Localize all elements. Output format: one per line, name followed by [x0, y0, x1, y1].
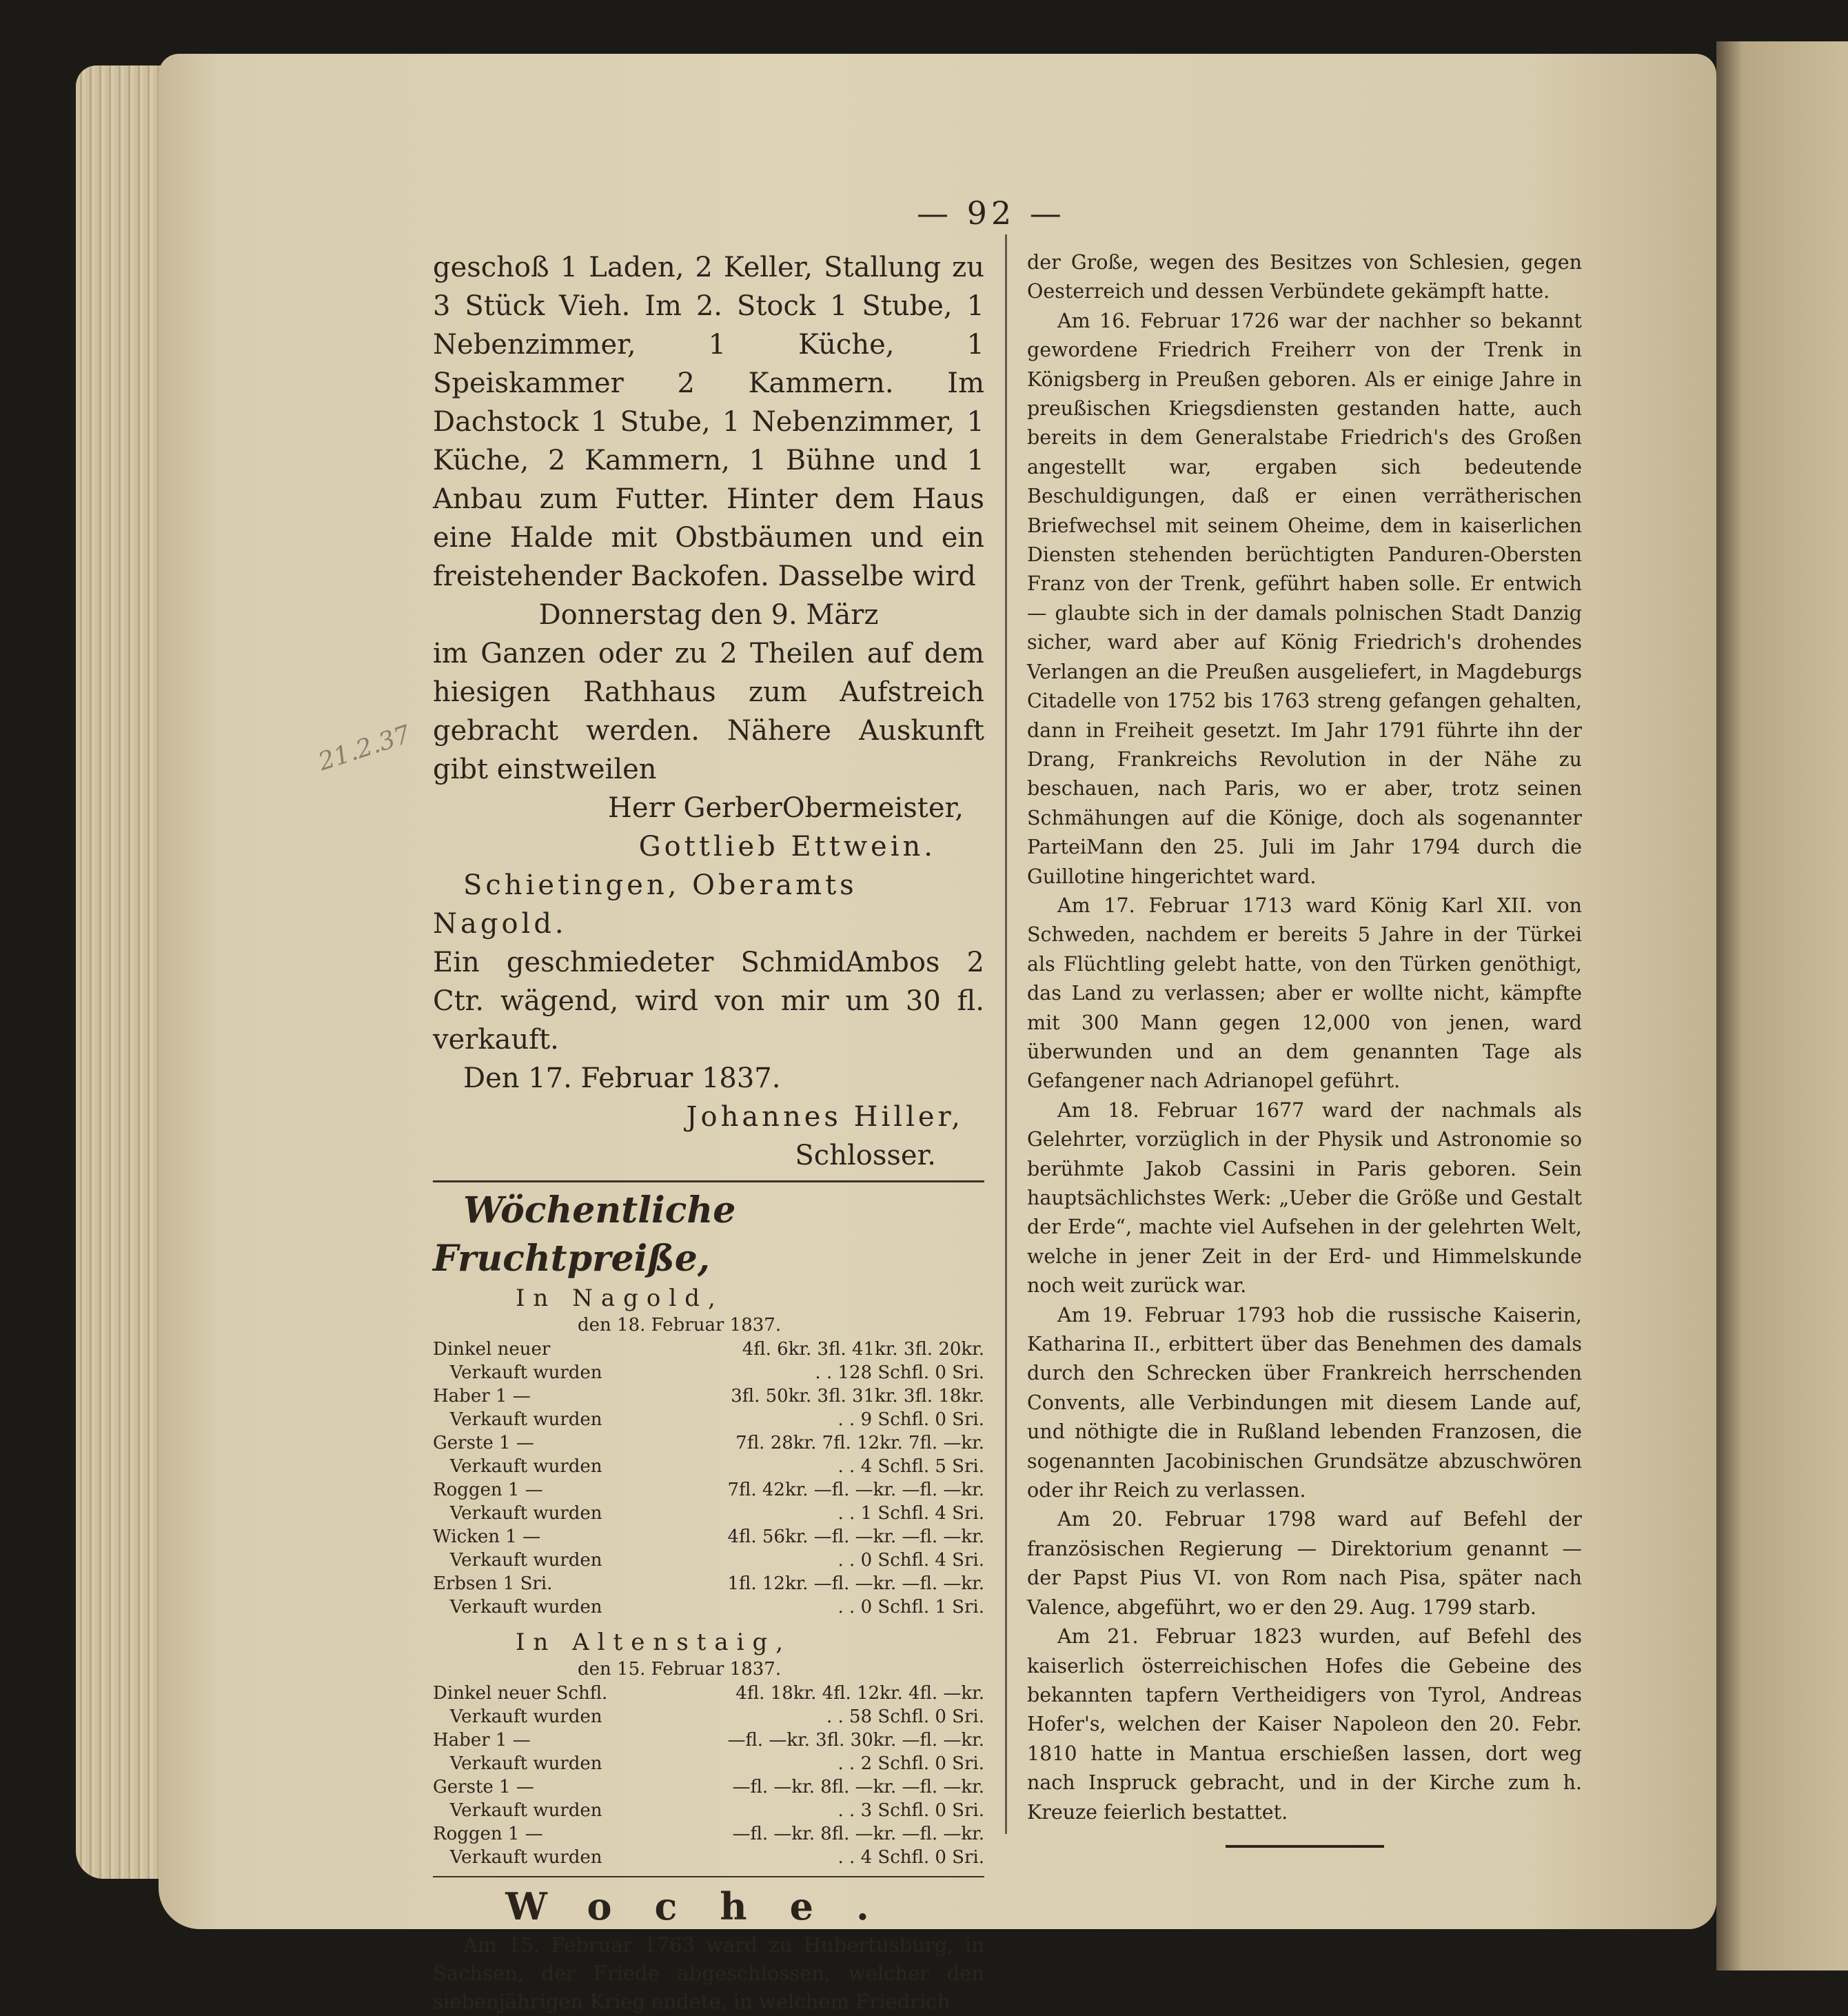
- advert-house-date: Donnerstag den 9. März: [538, 599, 879, 631]
- price-row: [433, 1752, 984, 1775]
- history-paragraph: Am 18. Februar 1677 ward der nachmals als Gelehrter, vorzüglich in der Physik und Astronomie so berühmte Jakob Cassini in Paris geboren. Sein hauptsächlichstes Werk: „Ueber die Größe und Gestalt der Erde“, machte viel Aufsehen in der gelehrten Welt, welche in jener Zeit in der Erd- und Himmelskunde noch weit zurück war.: [1027, 1098, 1582, 1298]
- price-row-values: . . 58 Schfl. 0 Sri.: [826, 1706, 984, 1727]
- price-row-label: Verkauft wurden: [433, 1706, 602, 1727]
- nagold-market-date: den 18. Februar 1837.: [578, 1315, 782, 1335]
- price-row: [433, 1502, 984, 1525]
- price-row-values: 4fl. 6kr. 3fl. 41kr. 3fl. 20kr.: [742, 1339, 984, 1360]
- price-row-values: —fl. —kr. 3fl. 30kr. —fl. —kr.: [727, 1730, 984, 1751]
- price-row-label: Verkauft wurden: [433, 1753, 602, 1774]
- price-row: [433, 1455, 984, 1478]
- end-rule: [1226, 1845, 1384, 1848]
- book-page-edges: [76, 65, 172, 1879]
- price-row-label: Roggen 1 —: [433, 1824, 543, 1844]
- grain-prices-heading: Wöchentliche Fruchtpreiße,: [433, 1189, 736, 1280]
- price-row: [433, 1361, 984, 1384]
- price-row-values: . . 4 Schfl. 0 Sri.: [837, 1847, 984, 1868]
- price-row-values: 3fl. 50kr. 3fl. 31kr. 3fl. 18kr.: [731, 1386, 984, 1407]
- price-row: [433, 1408, 984, 1431]
- price-row-label: Erbsen 1 Sri.: [433, 1573, 553, 1594]
- price-row-values: 7fl. 42kr. —fl. —kr. —fl. —kr.: [727, 1480, 984, 1500]
- price-row-label: Haber 1 —: [433, 1730, 531, 1751]
- price-row-values: —fl. —kr. 8fl. —kr. —fl. —kr.: [732, 1777, 984, 1797]
- price-row-values: . . 4 Schfl. 5 Sri.: [837, 1456, 984, 1477]
- price-row: [433, 1478, 984, 1502]
- section-rule: [433, 1876, 984, 1877]
- price-row-label: Haber 1 —: [433, 1386, 531, 1407]
- price-row: [433, 1728, 984, 1752]
- price-row-label: Verkauft wurden: [433, 1800, 602, 1821]
- history-paragraph: Am 17. Februar 1713 ward König Karl XII. von Schweden, nachdem er bereits 5 Jahre in der Türkei als Flüchtling gelebt hatte, von den Türken genöthigt, das Land zu verlassen; aber er wollte nicht, kämpfte mit 300 Mann gegen 12,000 von jenen, ward überwunden und an dem genannten Tage als Gefangener nach Adrianopel geführt.: [1027, 894, 1582, 1093]
- altensteig-price-table: [433, 1682, 984, 1869]
- price-row-values: 4fl. 56kr. —fl. —kr. —fl. —kr.: [727, 1526, 984, 1547]
- woche-heading: Woche.: [505, 1884, 912, 1928]
- price-row-label: Verkauft wurden: [433, 1456, 602, 1477]
- left-column: [433, 248, 984, 2016]
- price-row-values: 4fl. 18kr. 4fl. 12kr. 4fl. —kr.: [735, 1683, 984, 1704]
- price-row-label: Verkauft wurden: [433, 1409, 602, 1430]
- price-row-label: Verkauft wurden: [433, 1550, 602, 1571]
- advert-house-signer-name: Gottlieb Ettwein.: [638, 831, 936, 863]
- price-row: [433, 1822, 984, 1846]
- history-paragraph: Am 16. Februar 1726 war der nachher so bekannt gewordene Friedrich Freiherr von der Trenk in Königsberg in Preußen geboren. Als er einige Jahre in preußischen Kriegsdiensten gestanden hatte, auch bereits in dem Generalstabe Friedrich's des Großen angestellt war, ergaben sich bedeutende Beschuldigungen, daß er einen verrätherischen Briefwechsel mit seinem Oheime, dem in kaiserlichen Diensten stehenden berüchtigten Panduren-Obersten Franz von der Trenk, geführt haben solle. Er entwich — glaubte sich in der damals polnischen Stadt Danzig sicher, ward aber auf König Friedrich's drohendes Verlangen an die Preußen ausgeliefert, in Magdeburgs Citadelle von 1752 bis 1763 streng gefangen gehalten, dann in Freiheit gesetzt. Im Jahr 1791 führte ihn der Drang, Frankreichs Revolution in der Nähe zu beschauen, nach Paris, wo er aber, trotz seinen Schmähungen auf die Könige, doch als sogenannter ParteiMann den 25. Juli im Jahr 1794 durch die Guillotine hingerichtet ward.: [1027, 309, 1582, 888]
- price-row-label: Roggen 1 —: [433, 1480, 543, 1500]
- price-row-values: . . 1 Schfl. 4 Sri.: [837, 1503, 984, 1524]
- price-row-label: Verkauft wurden: [433, 1847, 602, 1868]
- price-row-label: Dinkel neuer Schfl.: [433, 1683, 608, 1704]
- advert-anvil-signer-trade: Schlosser.: [795, 1140, 936, 1171]
- price-row-label: Wicken 1 —: [433, 1526, 541, 1547]
- history-paragraph: Am 19. Februar 1793 hob die russische Kaiserin, Katharina II., erbittert über das Benehmen des damals durch den Schrecken über Frankreich herrschenden Convents, alle Verbindungen mit diesem Lande auf, und nöthigte die in Rußland lebenden Franzosen, die sogenannten Jacobinischen Grundsätze abzuschwören oder ihr Reich zu verlassen.: [1027, 1303, 1582, 1502]
- price-row: [433, 1799, 984, 1822]
- advert-house-continuation: im Ganzen oder zu 2 Theilen auf dem hiesigen Rathhaus zum Aufstreich gebracht werden. Nähere Auskunft gibt einstweilen: [433, 638, 984, 785]
- nagold-market-title: In Nagold,: [516, 1284, 724, 1312]
- pencil-annotation: 21.2.37: [315, 720, 414, 777]
- price-row-label: Gerste 1 —: [433, 1777, 534, 1797]
- price-row: [433, 1682, 984, 1705]
- advert-house-signer-title: Herr GerberObermeister,: [608, 792, 964, 824]
- nagold-price-table: [433, 1338, 984, 1619]
- price-row: [433, 1595, 984, 1619]
- advert-anvil-text: Ein geschmiedeter SchmidAmbos 2 Ctr. wägend, wird von mir um 30 fl. verkauft.: [433, 947, 984, 1056]
- advert-house-text: geschoß 1 Laden, 2 Keller, Stallung zu 3 Stück Vieh. Im 2. Stock 1 Stube, 1 Nebenzimmer, 1 Küche, 1 Speiskammer 2 Kammern. Im Dachstock 1 Stube, 1 Nebenzimmer, 1 Küche, 2 Kammern, 1 Bühne und 1 Anbau zum Futter. Hinter dem Haus eine Halde mit Obstbäumen und ein freistehender Backofen. Dasselbe wird: [433, 252, 984, 592]
- price-row: [433, 1549, 984, 1572]
- price-row-values: 1fl. 12kr. —fl. —kr. —fl. —kr.: [727, 1573, 984, 1594]
- woche-opening-text: Am 15. Februar 1763 ward zu Hubertusburg, in Sachsen, der Friede abgeschlossen, welcher den siebenjährigen Krieg endete, in welchem Friedrich: [433, 1933, 984, 2013]
- price-row-values: . . 2 Schfl. 0 Sri.: [837, 1753, 984, 1774]
- price-row-values: 7fl. 28kr. 7fl. 12kr. 7fl. —kr.: [735, 1433, 984, 1453]
- price-row-values: . . 0 Schfl. 4 Sri.: [837, 1550, 984, 1571]
- advert-anvil-signer-name: Johannes Hiller,: [686, 1101, 964, 1133]
- column-divider: [1005, 234, 1007, 1834]
- price-row: [433, 1572, 984, 1595]
- page-number: — 92 —: [917, 194, 1066, 232]
- altensteig-market-date: den 15. Februar 1837.: [578, 1659, 782, 1680]
- price-row-values: . . 9 Schfl. 0 Sri.: [837, 1409, 984, 1430]
- price-row-values: . . 128 Schfl. 0 Sri.: [815, 1362, 984, 1383]
- price-row: [433, 1431, 984, 1455]
- section-rule: [433, 1180, 984, 1182]
- price-row: [433, 1338, 984, 1361]
- price-row: [433, 1705, 984, 1728]
- history-paragraph: Am 21. Februar 1823 wurden, auf Befehl des kaiserlich österreichischen Hofes die Gebeine des bekannten tapfern Vertheidigers von Tyrol, Andreas Hofer's, welchen der Kaiser Napoleon den 20. Febr. 1810 hatte in Mantua erschießen lassen, dort weg nach Inspruck gebracht, und in der Kirche zum h. Kreuze feierlich bestattet.: [1027, 1625, 1582, 1824]
- price-row-values: . . 3 Schfl. 0 Sri.: [837, 1800, 984, 1821]
- price-row: [433, 1846, 984, 1869]
- facing-page-edge: [1716, 41, 1848, 1970]
- price-row: [433, 1775, 984, 1799]
- right-column: [1027, 248, 1582, 1848]
- altensteig-market-title: In Altenstaig,: [516, 1629, 792, 1656]
- price-row-label: Dinkel neuer: [433, 1339, 551, 1360]
- advert-anvil-place: Schietingen, Oberamts Nagold.: [433, 869, 857, 940]
- price-row: [433, 1525, 984, 1549]
- history-paragraph: der Große, wegen des Besitzes von Schlesien, gegen Oesterreich und dessen Verbündete gekämpft hatte.: [1027, 251, 1582, 303]
- price-row-label: Verkauft wurden: [433, 1597, 602, 1617]
- price-row-label: Verkauft wurden: [433, 1362, 602, 1383]
- price-row-values: —fl. —kr. 8fl. —kr. —fl. —kr.: [732, 1824, 984, 1844]
- price-row-label: Gerste 1 —: [433, 1433, 534, 1453]
- history-paragraph: Am 20. Februar 1798 ward auf Befehl der französischen Regierung — Direktorium genannt — der Papst Pius VI. von Rom nach Pisa, später nach Valence, abgeführt, wo er den 29. Aug. 1799 starb.: [1027, 1508, 1582, 1619]
- advert-anvil-date: Den 17. Februar 1837.: [463, 1062, 781, 1094]
- price-row-label: Verkauft wurden: [433, 1503, 602, 1524]
- price-row: [433, 1384, 984, 1408]
- price-row-values: . . 0 Schfl. 1 Sri.: [837, 1597, 984, 1617]
